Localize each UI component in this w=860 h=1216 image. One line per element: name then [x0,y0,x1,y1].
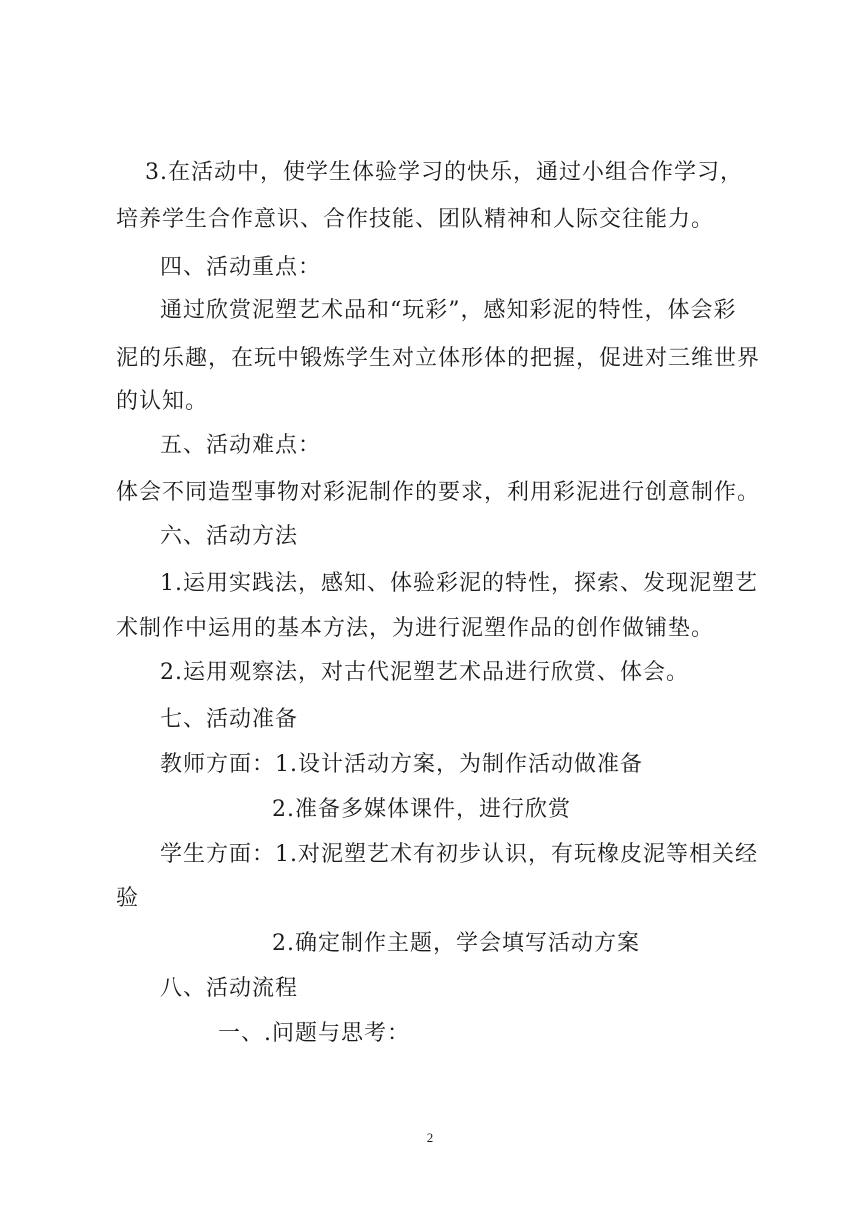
section-heading: 七、活动准备 [160,707,299,732]
paragraph-line: 术制作中运用的基本方法，为进行泥塑作品的创作做铺垫。 [116,616,715,641]
paragraph-line: 1.运用实践法，感知、体验彩泥的特性，探索、发现泥塑艺 [160,571,758,596]
paragraph-line: 培养学生合作意识、合作技能、团队精神和人际交往能力。 [116,207,715,232]
section-heading: 六、活动方法 [160,524,299,549]
paragraph-line: 的认知。 [116,389,209,414]
section-heading: 四、活动重点： [160,255,322,280]
section-heading: 八、活动流程 [160,976,299,1001]
paragraph-line: 2.确定制作主题，学会填写活动方案 [272,931,640,956]
section-heading: 五、活动难点： [160,433,322,458]
paragraph-line: 教师方面：1.设计活动方案，为制作活动做准备 [160,752,643,777]
paragraph-line: 2.运用观察法，对古代泥塑艺术品进行欣赏、体会。 [160,660,689,685]
paragraph-line: 学生方面：1.对泥塑艺术有初步认识，有玩橡皮泥等相关经 [160,842,758,867]
paragraph-line: 2.准备多媒体课件，进行欣赏 [272,797,571,822]
paragraph-line: 验 [116,886,140,911]
paragraph-line: 体会不同造型事物对彩泥制作的要求，利用彩泥进行创意制作。 [116,480,761,505]
page-number: 2 [426,1130,434,1145]
subsection-heading: 一、.问题与思考： [218,1021,410,1046]
paragraph-line: 3.在活动中，使学生体验学习的快乐，通过小组合作学习， [145,160,743,185]
paragraph-line: 泥的乐趣，在玩中锻炼学生对立体形体的把握，促进对三维世界 [116,346,761,371]
paragraph-line: 通过欣赏泥塑艺术品和“玩彩”，感知彩泥的特性，体会彩 [160,298,737,323]
